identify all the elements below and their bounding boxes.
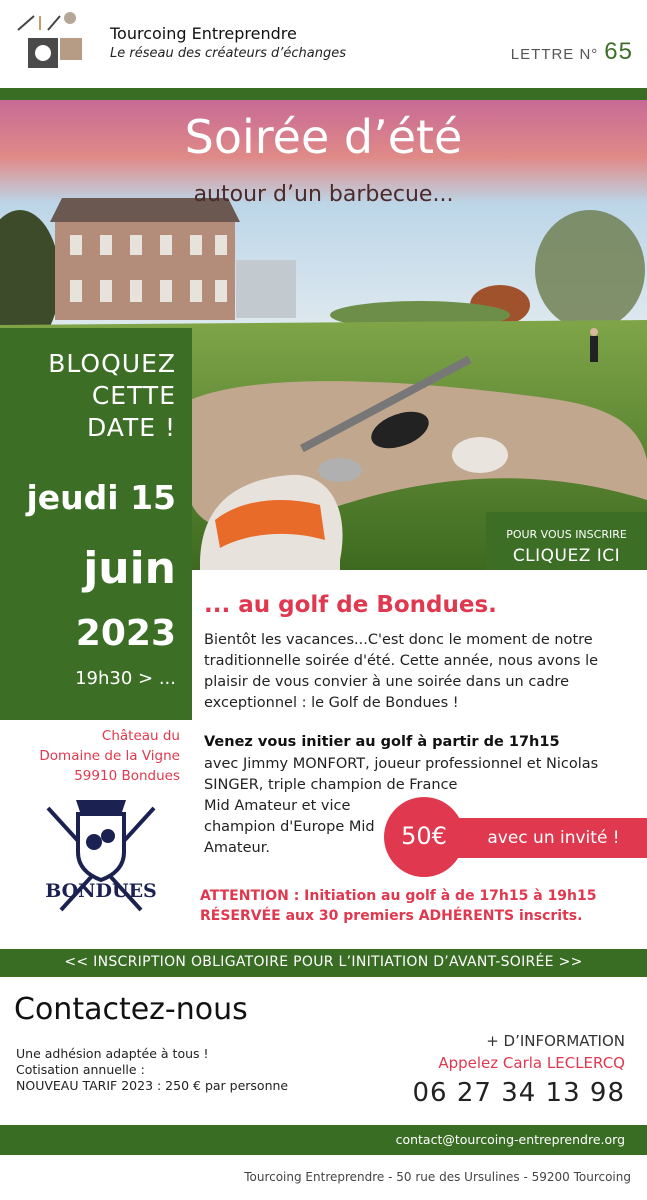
event-month: juin xyxy=(83,543,176,594)
letter-number: 65 xyxy=(604,38,633,65)
membership-line-3: NOUVEAU TARIF 2023 : 250 € par personne xyxy=(16,1078,289,1093)
org-name: Tourcoing Entreprendre xyxy=(110,24,297,43)
contact-title: Contactez-nous xyxy=(14,992,248,1027)
attention-line-2: RÉSERVÉE aux 30 premiers ADHÉRENTS inscrits. xyxy=(200,908,583,924)
hero-subtitle: autour d’un barbecue... xyxy=(193,182,454,207)
more-info-label: + D’INFORMATION xyxy=(486,1032,625,1050)
letter-number-label xyxy=(511,38,633,66)
date-panel xyxy=(0,328,192,720)
membership-line-2: Cotisation annuelle : xyxy=(16,1062,145,1077)
venue-line-1: Château du xyxy=(101,728,180,744)
price-value: 50€ xyxy=(401,822,447,850)
price-note: avec un invité ! xyxy=(487,828,620,848)
hero-title: Soirée d’été xyxy=(184,110,463,164)
venue-address xyxy=(0,726,180,786)
mandatory-registration-text: << INSCRIPTION OBLIGATOIRE POUR L’INITIATION D’AVANT-SOIRÉE >> xyxy=(64,954,583,970)
org-logo xyxy=(14,8,94,84)
org-tagline: Le réseau des créateurs d’échanges xyxy=(110,46,347,61)
membership-info xyxy=(16,1046,288,1094)
intro-paragraph: Bientôt les vacances...C'est donc le moment de notre traditionnelle soirée d'été. Cette année, nous avons le plaisir de vous convier à une soirée dans un cadre exceptionnel : le Golf de Bondues ! xyxy=(204,632,599,711)
venue-line-2: Domaine de la Vigne xyxy=(39,748,180,764)
email-link[interactable]: contact@tourcoing-entreprendre.org xyxy=(395,1132,625,1147)
location-heading: ... au golf de Bondues. xyxy=(204,592,497,618)
phone-number[interactable]: 06 27 34 13 98 xyxy=(412,1078,625,1108)
initiation-body-1: avec Jimmy MONFORT, joueur professionnel et Nicolas SINGER, triple champion de France xyxy=(204,756,599,793)
register-button-line-2: CLIQUEZ ICI xyxy=(512,546,621,566)
call-contact-name: Appelez Carla LECLERCQ xyxy=(438,1054,625,1072)
save-the-date-text xyxy=(48,348,176,444)
save-date-line-2: CETTE xyxy=(91,381,176,410)
event-day: jeudi 15 xyxy=(26,478,176,517)
event-time: 19h30 > ... xyxy=(75,668,176,689)
footer-address: Tourcoing Entreprendre - 50 rue des Ursulines - 59200 Tourcoing xyxy=(244,1170,631,1184)
venue-line-3: 59910 Bondues xyxy=(74,768,180,784)
initiation-body-2: Mid Amateur et vice champion d'Europe Mid Amateur. xyxy=(204,798,375,856)
attention-line-1: ATTENTION : Initiation au golf à de 17h15 à 19h15 xyxy=(200,888,597,904)
register-button[interactable] xyxy=(486,512,647,570)
letter-label: LETTRE N° xyxy=(510,46,599,63)
save-date-line-1: BLOQUEZ xyxy=(48,349,176,378)
initiation-heading: Venez vous initier au golf à partir de 17h15 xyxy=(204,734,560,750)
bondues-crest-label: BONDUES xyxy=(45,880,157,902)
membership-line-1: Une adhésion adaptée à tous ! xyxy=(16,1046,209,1061)
top-divider-bar xyxy=(0,88,647,100)
register-button-line-1: POUR VOUS INSCRIRE xyxy=(506,528,627,541)
save-date-line-3: DATE ! xyxy=(86,413,176,442)
event-year: 2023 xyxy=(75,613,176,654)
attention-notice xyxy=(200,886,646,926)
